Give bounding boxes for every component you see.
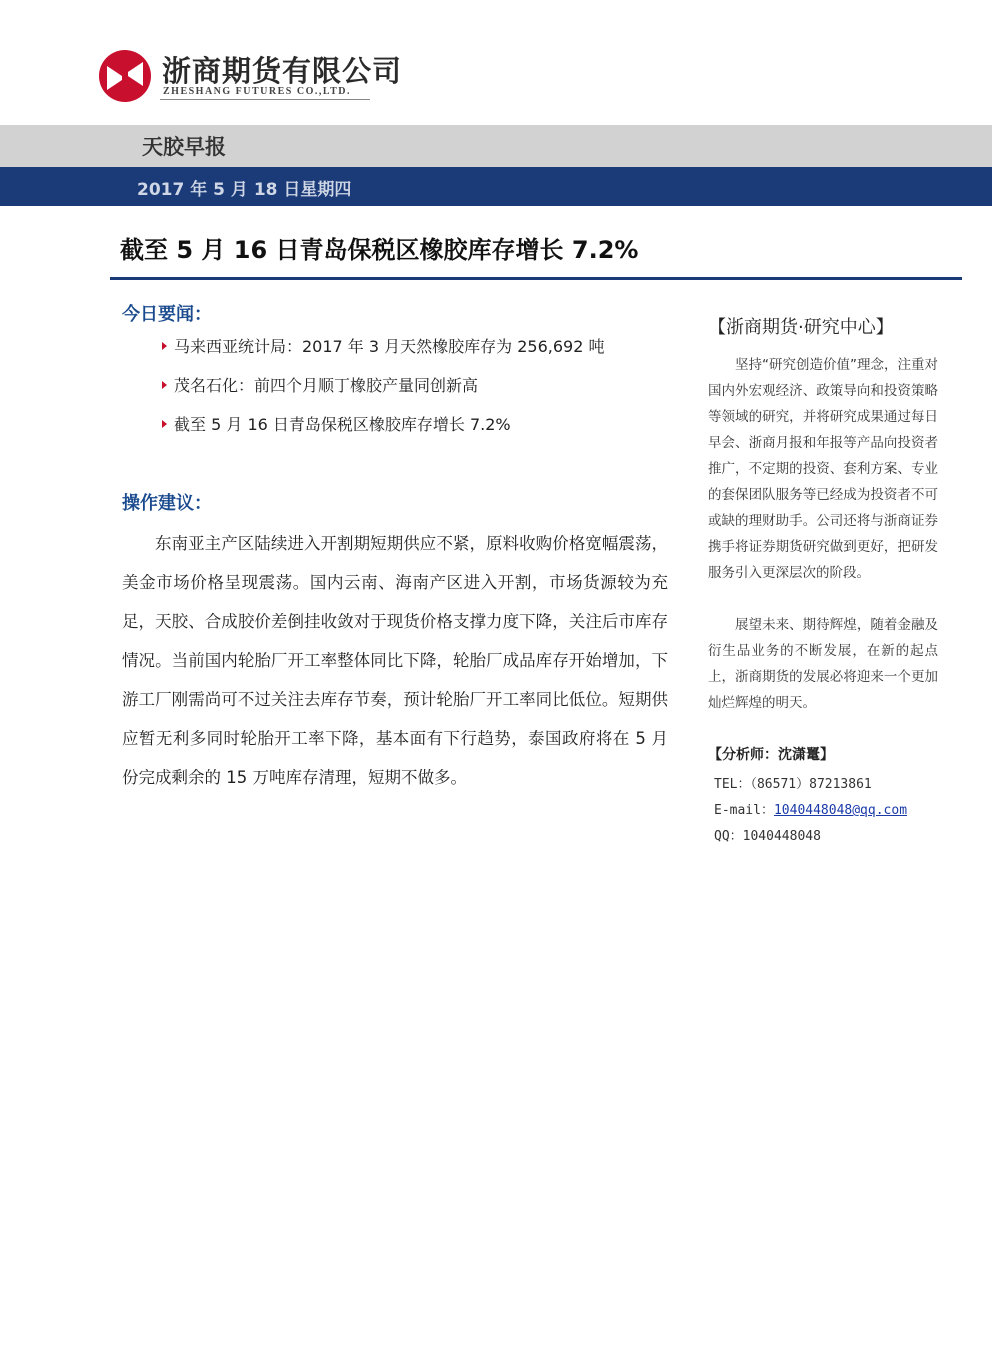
research-center-outlook: 展望未来、期待辉煌，随着金融及衍生品业务的不断发展，在新的起点上，浙商期货的发展必将迎来一个更加灿烂辉煌的明天。 [708, 617, 938, 711]
report-date-band [0, 167, 992, 206]
report-type-band [0, 125, 992, 167]
logo-divider [160, 99, 370, 100]
news-title: 今日要闻： [122, 304, 212, 325]
research-center-intro: 坚持“研究创造价值”理念，注重对国内外宏观经济、政策导向和投资策略等领域的研究，并将研究成果通过每日早会、浙商月报和年报等产品向投资者推广，不定期的投资、套利方案、专业的套保团队服务等已经成为投资者不可或缺的理财助手。公司还将与浙商证券携手将证券期货研究做到更好，把研发服务引入更深层次的阶段。 [708, 357, 938, 581]
bullet-icon [162, 381, 167, 389]
company-name-cn: 浙商期货有限公司 [162, 54, 403, 88]
advice-body: 东南亚主产区陆续进入开割期短期供应不紧，原料收购价格宽幅震荡，美金市场价格呈现震荡。国内云南、海南产区进入开割，市场货源较为充足，天胶、合成胶价差倒挂收敛对于现货价格支撑力度下降，关注后市库存情况。当前国内轮胎厂开工率整体同比下降，轮胎厂成品库存开始增加，下游工厂刚需尚可不过关注去库存节奏，预计轮胎厂开工率同比低位。短期供应暂无利多同时轮胎开工率下降，基本面有下行趋势，泰国政府将在 5 月份完成剩余的 15 万吨库存清理，短期不做多。 [122, 534, 668, 787]
news-item: 截至 5 月 16 日青岛保税区橡胶库存增长 7.2% [162, 412, 605, 451]
zheshang-logo-icon [97, 48, 153, 104]
contact-qq: QQ：1040448048 [714, 829, 821, 844]
headline: 截至 5 月 16 日青岛保税区橡胶库存增长 7.2% [120, 236, 639, 264]
news-list [162, 334, 605, 451]
company-name-en: ZHESHANG FUTURES CO.,LTD. [163, 86, 351, 97]
headline-divider [110, 277, 962, 280]
report-date: 2017 年 5 月 18 日星期四 [137, 180, 352, 200]
report-type: 天胶早报 [142, 135, 226, 159]
bullet-icon [162, 420, 167, 428]
contact-email: E-mail：1040448048@qq.com [714, 803, 908, 818]
bullet-icon [162, 342, 167, 350]
analyst-name: 【分析师：沈潇鼍】 [708, 747, 834, 763]
email-link[interactable]: 1040448048@qq.com [773, 803, 908, 818]
advice-title: 操作建议： [122, 493, 212, 514]
news-item: 茂名石化：前四个月顺丁橡胶产量同创新高 [162, 373, 605, 412]
research-center-title: 【浙商期货·研究中心】 [708, 317, 894, 338]
news-item: 马来西亚统计局：2017 年 3 月天然橡胶库存为 256,692 吨 [162, 334, 605, 373]
contact-tel: TEL：（86571）87213861 [714, 777, 872, 792]
